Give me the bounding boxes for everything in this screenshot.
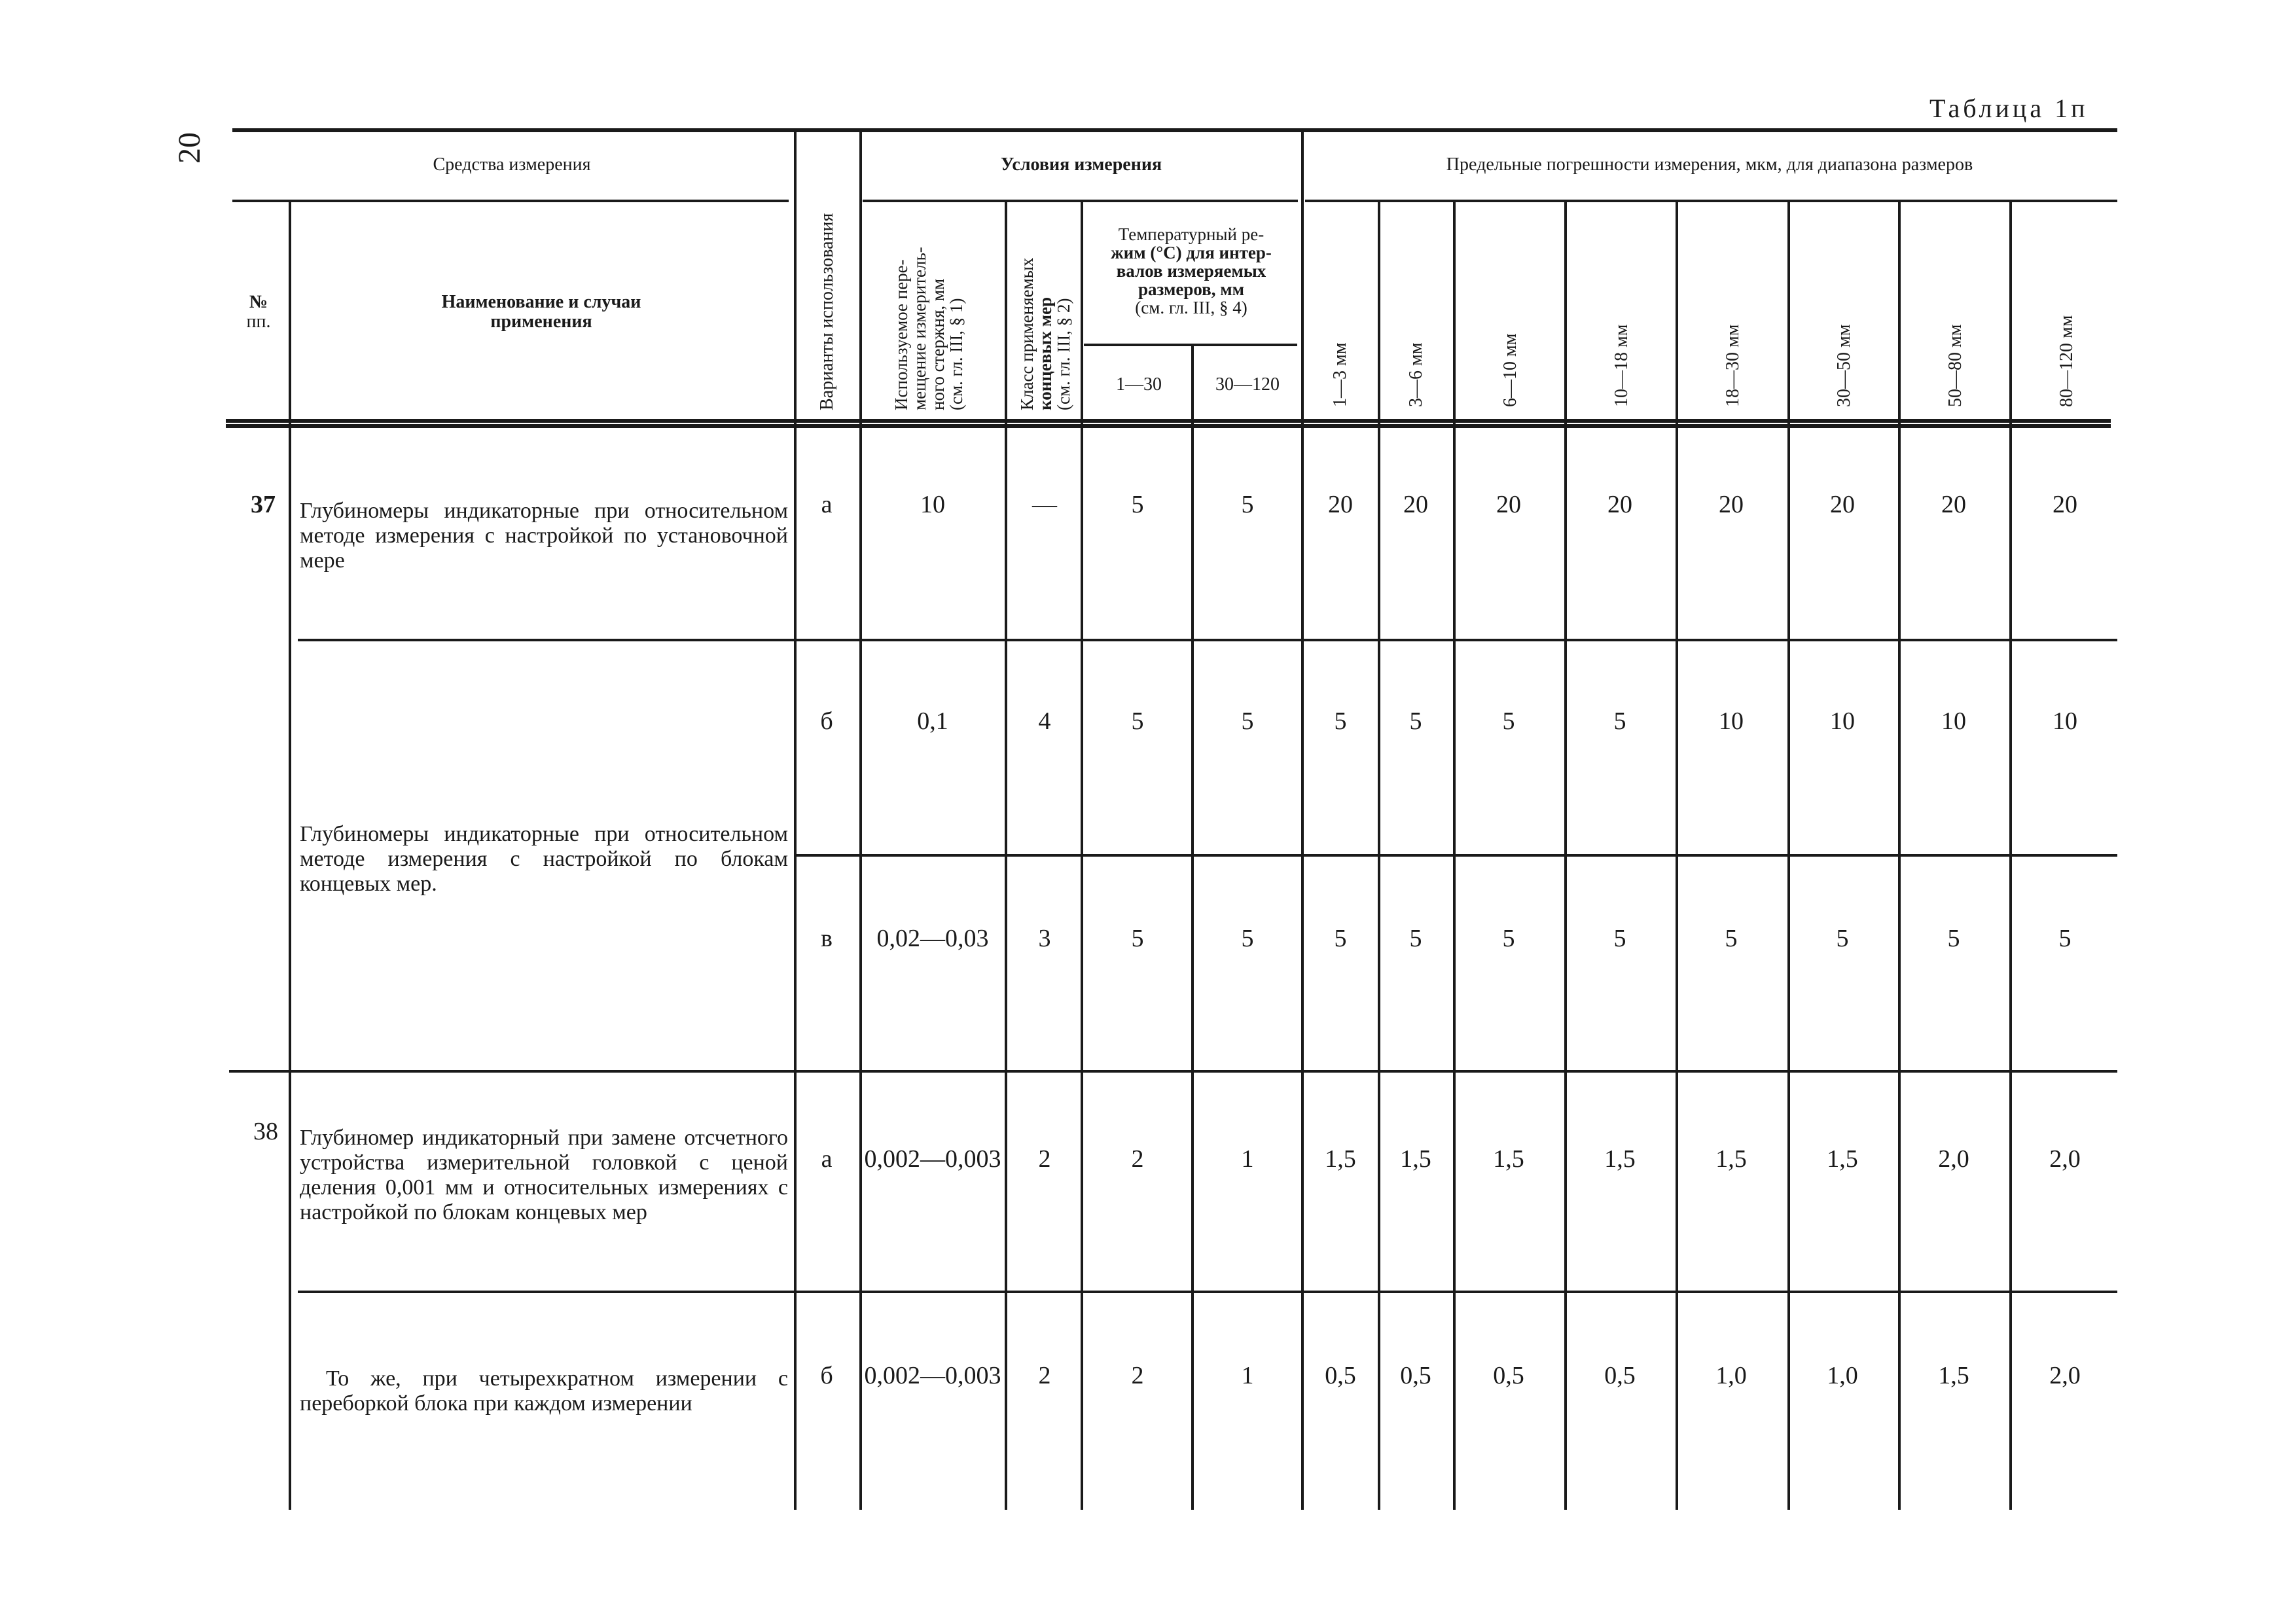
rule-row37-a (298, 639, 2117, 641)
temp-cell: 5 (1131, 491, 1144, 518)
variant-cell: в (821, 925, 833, 952)
error-cell: 5 (1947, 925, 1960, 952)
temp-cell: 5 (1241, 491, 1254, 518)
error-cell: 1,0 (1715, 1362, 1747, 1389)
header-variants: Варианты использования (817, 213, 837, 410)
header-temp-4: размеров, мм (1138, 279, 1245, 299)
row-37b-description: Глубиномеры индикаторные при относительном методе измерения с настройкой по блокам концевых мер. (300, 822, 788, 896)
error-cell: 5 (1409, 707, 1422, 735)
row-38b-description: То же, при четырехкратном измерении с переборкой блока при каждом измерении (300, 1366, 788, 1416)
header-displacement-1: Используемое пере- (891, 259, 911, 410)
error-cell: 5 (1613, 707, 1626, 735)
temp-cell: 1 (1241, 1362, 1254, 1389)
error-cell: 1,5 (1827, 1145, 1858, 1173)
header-temp-3: валов измеряемых (1116, 261, 1266, 281)
error-cell: 1,5 (1400, 1145, 1431, 1173)
rule-group-means (232, 200, 789, 202)
displacement-cell: 0,02—0,03 (876, 925, 989, 952)
header-size-1: 1—3 мм (1330, 342, 1350, 407)
rule-group-errors (1305, 200, 2117, 202)
header-name-1: Наименование и случаи (441, 292, 641, 312)
col-line-temp1 (1191, 346, 1194, 1510)
header-size-2: 3—6 мм (1406, 342, 1426, 407)
displacement-cell: 0,1 (917, 707, 948, 735)
error-cell: 20 (1719, 491, 1744, 518)
error-cell: 0,5 (1400, 1362, 1431, 1389)
col-line-err1 (1378, 201, 1380, 1510)
error-cell: 0,5 (1325, 1362, 1356, 1389)
error-cell: 10 (1941, 707, 1966, 735)
header-temp-2: жим (°C) для интер- (1111, 243, 1272, 262)
error-cell: 5 (1502, 707, 1515, 735)
rule-top (232, 128, 2117, 132)
rule-row37-end (229, 1070, 2117, 1073)
row-38-number: 38 (253, 1118, 278, 1145)
header-no-1: № (249, 292, 268, 312)
header-temp-range-1: 1—30 (1116, 374, 1162, 395)
header-size-6: 30—50 мм (1834, 324, 1854, 407)
class-cell: 2 (1038, 1145, 1051, 1173)
col-line-err3 (1564, 201, 1567, 1510)
rule-row37-b (795, 854, 2117, 857)
header-size-3: 6—10 мм (1500, 333, 1520, 407)
header-size-5: 18—30 мм (1723, 324, 1743, 407)
col-line-class (1081, 201, 1083, 1510)
header-size-7: 50—80 мм (1945, 324, 1965, 407)
rule-row38-a (298, 1291, 2117, 1293)
error-cell: 5 (1725, 925, 1738, 952)
col-line-err7 (2009, 201, 2012, 1510)
header-temp-1: Температурный ре- (1118, 224, 1265, 244)
error-cell: 20 (1941, 491, 1966, 518)
temp-cell: 5 (1241, 925, 1254, 952)
error-cell: 1,5 (1325, 1145, 1356, 1173)
rule-header-bottom-2 (226, 424, 2111, 428)
error-cell: 20 (1607, 491, 1632, 518)
temp-cell: 2 (1131, 1362, 1144, 1389)
error-cell: 10 (2053, 707, 2077, 735)
temp-cell: 2 (1131, 1145, 1144, 1173)
error-cell: 5 (2058, 925, 2072, 952)
error-cell: 5 (1409, 925, 1422, 952)
error-cell: 1,5 (1938, 1362, 1969, 1389)
class-cell: 2 (1038, 1362, 1051, 1389)
error-cell: 1,5 (1604, 1145, 1636, 1173)
error-cell: 5 (1502, 925, 1515, 952)
row-37a-description: Глубиномеры индикаторные при относительном методе измерения с настройкой по установочной мере (300, 499, 788, 573)
error-cell: 20 (1830, 491, 1855, 518)
variant-cell: а (821, 491, 833, 518)
error-cell: 0,5 (1604, 1362, 1636, 1389)
displacement-cell: 0,002—0,003 (864, 1145, 1001, 1173)
header-group-means: Средства измерения (433, 154, 591, 175)
error-cell: 1,5 (1493, 1145, 1524, 1173)
variant-cell: б (820, 1362, 833, 1389)
rule-header-bottom (226, 419, 2111, 423)
error-cell: 5 (1836, 925, 1849, 952)
temp-cell: 5 (1131, 707, 1144, 735)
table-title: Таблица 1п (1929, 94, 2089, 123)
error-cell: 2,0 (2049, 1362, 2081, 1389)
error-cell: 1,5 (1715, 1145, 1747, 1173)
header-size-4: 10—18 мм (1611, 324, 1632, 407)
header-class-3: (см. гл. III, § 2) (1054, 298, 1073, 410)
header-group-errors: Предельные погрешности измерения, мкм, для диапазона размеров (1446, 154, 1973, 175)
col-line-no (289, 201, 291, 1510)
col-line-err4 (1676, 201, 1678, 1510)
error-cell: 5 (1334, 925, 1347, 952)
col-line-variant (859, 131, 862, 1510)
variant-cell: а (821, 1145, 833, 1173)
error-cell: 10 (1830, 707, 1855, 735)
header-no-2: пп. (246, 312, 271, 332)
error-cell: 20 (1403, 491, 1428, 518)
col-line-displacement (1005, 201, 1007, 1510)
error-cell: 1,0 (1827, 1362, 1858, 1389)
temp-cell: 5 (1131, 925, 1144, 952)
class-cell: 3 (1038, 925, 1051, 952)
header-displacement-4: (см. гл. III, § 1) (946, 298, 966, 410)
col-line-name (794, 131, 797, 1510)
error-cell: 20 (1496, 491, 1521, 518)
displacement-cell: 0,002—0,003 (864, 1362, 1001, 1389)
error-cell: 20 (1328, 491, 1353, 518)
header-displacement-3: ного стержня, мм (928, 278, 948, 410)
header-size-8: 80—120 мм (2056, 315, 2077, 407)
col-line-temp2 (1301, 131, 1304, 1510)
header-displacement-2: мещение измеритель- (910, 247, 929, 410)
class-cell: 4 (1038, 707, 1051, 735)
error-cell: 5 (1613, 925, 1626, 952)
class-cell: — (1032, 491, 1057, 518)
variant-cell: б (820, 707, 833, 735)
rule-temp-sub (1084, 344, 1297, 346)
row-37-number: 37 (251, 491, 276, 518)
error-cell: 2,0 (2049, 1145, 2081, 1173)
header-class-1: Класс применяемых (1017, 257, 1037, 410)
header-temp-range-2: 30—120 (1215, 374, 1280, 395)
temp-cell: 1 (1241, 1145, 1254, 1173)
error-cell: 10 (1719, 707, 1744, 735)
header-temp-5: (см. гл. III, § 4) (1135, 298, 1247, 317)
temp-cell: 5 (1241, 707, 1254, 735)
error-cell: 0,5 (1493, 1362, 1524, 1389)
header-name-2: применения (490, 312, 592, 332)
col-line-err5 (1787, 201, 1790, 1510)
col-line-err2 (1453, 201, 1456, 1510)
row-38a-description: Глубиномер индикаторный при замене отсчетного устройства измерительной головкой с ценой деления 0,001 мм и относительных измерениях с настройкой по блокам концевых мер (300, 1126, 788, 1224)
error-cell: 5 (1334, 707, 1347, 735)
error-cell: 20 (2053, 491, 2077, 518)
header-group-conditions: Условия измерения (1000, 154, 1162, 175)
header-class-2: концевых мер (1035, 296, 1055, 410)
page-number: 20 (172, 132, 207, 164)
error-cell: 2,0 (1938, 1145, 1969, 1173)
displacement-cell: 10 (920, 491, 945, 518)
col-line-err6 (1898, 201, 1901, 1510)
